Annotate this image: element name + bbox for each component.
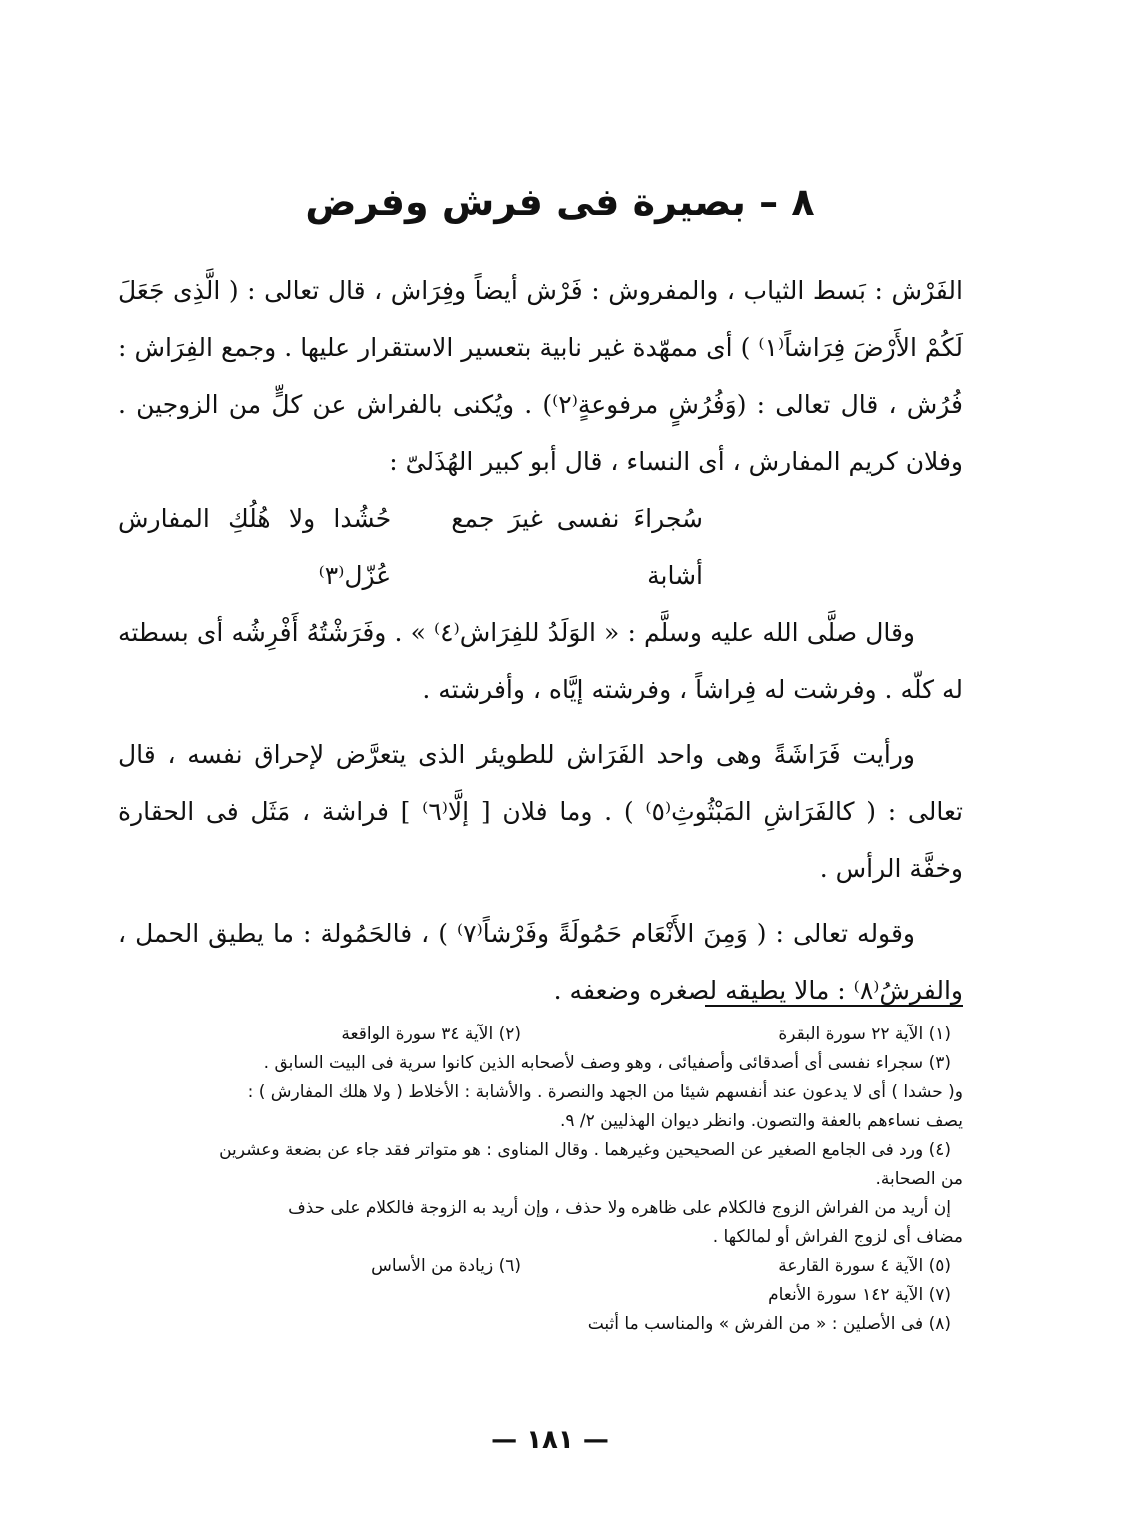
verse-first-hemistich: سُجراءَ نفسى غيرَ جمع أشابة xyxy=(451,504,703,590)
footnote-4-line-4: مضاف أى لزوج الفراش أو لمالكها . xyxy=(712,1227,963,1247)
paragraph-2: وقال صلَّى الله عليه وسلَّم : « الوَلَدُ للفِرَاش⁽٤⁾ » . وفَرَشْتُهُ أَفْرِشُه أى بسطته له كلّه . وفرشت له فِراشاً ، وفرشته إيَّاه ، وأفرشته . xyxy=(118,618,963,704)
footnote-3-line-3: يصف نساءهم بالعفة والتصون. وانظر ديوان الهذليين ٢/ ٩. xyxy=(559,1111,963,1131)
footnote-4-line-3: إن أريد من الفراش الزوج فالكلام على ظاهره ولا حذف ، وإن أريد به الزوجة فالكلام على حذف xyxy=(288,1198,951,1218)
footnote-7: (٧) الآية ١٤٢ سورة الأنعام xyxy=(768,1285,951,1305)
poem-verse xyxy=(118,490,963,604)
footnote-3-line-2: و( حشدا ) أى لا يدعون عند أنفسهم شيئا من الجهد والنصرة . والأشابة : الأخلاط ( ولا هلك المفارش ) : xyxy=(247,1082,963,1102)
section-title: ٨ – بصيرة فى فرش وفرض xyxy=(305,180,815,224)
footnote-3-line-1: (٣) سجراء نفسى أى أصدقائى وأصفيائى ، وهو وصف لأصحابه الذين كانوا سرية فى البيت السابق . xyxy=(263,1053,951,1073)
paragraph-1: الفَرْش : بَسط الثياب ، والمفروش : فَرْش أيضاً وفِرَاش ، قال تعالى : ( الَّذِى جَعَلَ لَكُمْ الأَرْضَ فِرَاشاً⁽١⁾ ) أى ممهّدة غير نابية بتعسير الاستقرار عليها . وجمع الفِرَاش : فُرُش ، قال تعالى : (وَفُرُشٍ مرفوعةٍ⁽٢⁾) . ويُكنى بالفراش عن كلٍّ من الزوجين . وفلان كريم المفارش ، أى النساء ، قال أبو كبير الهُذَلىّ : xyxy=(118,276,963,476)
footnote-row-5-6 xyxy=(118,1252,963,1281)
footnote-6: (٦) زيادة من الأساس xyxy=(371,1256,521,1276)
footnote-4-line-1: (٤) ورد فى الجامع الصغير عن الصحيحين وغيرهما . وقال المناوى : هو متواتر فقد جاء عن بضعة وعشرين xyxy=(219,1140,951,1160)
paragraph-4: وقوله تعالى : ( وَمِنَ الأَنْعَام حَمُولَةً وفَرْشاً⁽٧⁾ ) ، فالحَمُولة : ما يطيق الحمل ، والفرشُ⁽٨⁾ : مالا يطيقه لصغره وضعفه . xyxy=(118,919,963,1005)
footnote-row-1-2 xyxy=(118,1020,963,1049)
verse-second-hemistich: حُشُدا ولا هُلُكِ المفارش عُزّل⁽٣⁾ xyxy=(118,504,392,590)
footnote-4-line-2: من الصحابة. xyxy=(875,1169,963,1189)
footnote-8: (٨) فى الأصلين : « من الفرش » والمناسب ما أثبت xyxy=(587,1314,951,1334)
paragraph-3: ورأيت فَرَاشَةً وهى واحد الفَرَاش للطويئر الذى يتعرَّض لإحراق نفسه ، قال تعالى : ( كالفَرَاشِ المَبْثُوثِ⁽٥⁾ ) . وما فلان [ إلَّا⁽٦⁾ ] فراشة ، مَثَل فى الحقارة وخفَّة الرأس . xyxy=(118,740,963,883)
footnotes xyxy=(118,1020,963,1339)
footnote-1: (١) الآية ٢٢ سورة البقرة xyxy=(778,1024,951,1044)
footnote-separator xyxy=(705,1005,963,1007)
main-text xyxy=(118,262,963,1019)
footnote-5: (٥) الآية ٤ سورة القارعة xyxy=(778,1256,951,1276)
footnote-2: (٢) الآية ٣٤ سورة الواقعة xyxy=(341,1024,521,1044)
page-number: — ١٨١ — xyxy=(491,1425,609,1455)
